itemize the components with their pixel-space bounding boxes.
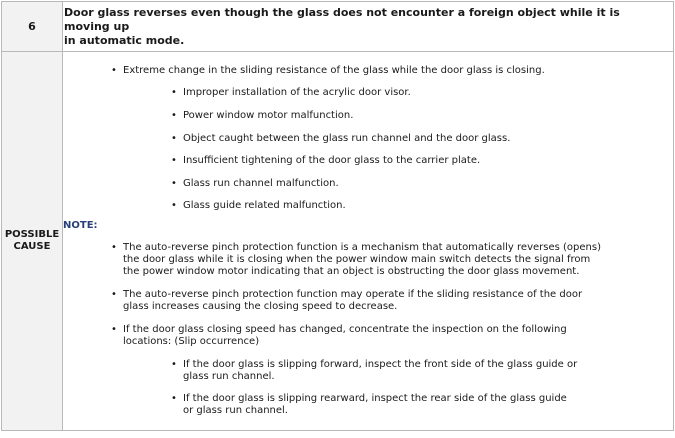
bullet: • (111, 65, 117, 76)
note-item-2-line-2: glass increases causing the closing speed to decrease. (123, 301, 398, 312)
possible-cause-label-line-2: CAUSE (13, 241, 51, 252)
bullet: • (171, 200, 177, 211)
possible-cause-label-line-1: POSSIBLE (4, 229, 60, 240)
note-sub-item-2-line-1: If the door glass is slipping rearward, inspect the rear side of the glass guide (183, 393, 567, 404)
note-sub-item-1-line-2: glass run channel. (183, 371, 275, 382)
note-item-1-line-3: the power window motor indicating that an object is obstructing the door glass movement. (123, 266, 580, 277)
diagnosis-table (1, 1, 674, 431)
bullet: • (171, 359, 177, 370)
note-item-1-line-1: The auto-reverse pinch protection function is a mechanism that automatically reverses (opens) (123, 242, 601, 253)
bullet: • (111, 289, 117, 300)
row-number-cell (2, 2, 63, 52)
bullet: • (171, 110, 177, 121)
bullet: • (171, 87, 177, 98)
bullet: • (111, 242, 117, 253)
main-cause-text: Extreme change in the sliding resistance of the glass while the door glass is closing. (123, 65, 545, 76)
table-header-row (2, 2, 674, 52)
sub-cause-item: Object caught between the glass run channel and the door glass. (183, 133, 511, 144)
table-body-row (2, 52, 674, 431)
note-item-1-line-2: the door glass while it is closing when the power window main switch detects the signal from (123, 254, 591, 265)
bullet: • (171, 155, 177, 166)
possible-cause-content (63, 52, 673, 430)
symptom-title-cell (63, 2, 674, 52)
symptom-title-line-1: Door glass reverses even though the glass does not encounter a foreign object while it is moving up (64, 5, 620, 33)
row-number: 6 (28, 20, 36, 33)
sub-cause-item: Glass run channel malfunction. (183, 178, 339, 189)
note-item-3-line-1: If the door glass closing speed has changed, concentrate the inspection on the following (123, 324, 567, 335)
note-sub-item-2-line-2: or glass run channel. (183, 405, 288, 416)
bullet: • (171, 393, 177, 404)
bullet: • (171, 178, 177, 189)
symptom-title-line-2: in automatic mode. (64, 33, 185, 47)
bullet: • (171, 133, 177, 144)
possible-cause-content-cell (63, 52, 674, 431)
sub-cause-item: Power window motor malfunction. (183, 110, 354, 121)
note-label: NOTE: (63, 220, 98, 231)
bullet: • (111, 324, 117, 335)
sub-cause-item: Improper installation of the acrylic door visor. (183, 87, 411, 98)
sub-cause-item: Insufficient tightening of the door glass to the carrier plate. (183, 155, 481, 166)
note-item-2-line-1: The auto-reverse pinch protection function may operate if the sliding resistance of the door (123, 289, 583, 300)
sub-cause-item: Glass guide related malfunction. (183, 200, 346, 211)
note-item-3-line-2: locations: (Slip occurrence) (123, 336, 260, 347)
note-sub-item-1-line-1: If the door glass is slipping forward, inspect the front side of the glass guide or (183, 359, 578, 370)
possible-cause-label-cell (2, 52, 63, 431)
